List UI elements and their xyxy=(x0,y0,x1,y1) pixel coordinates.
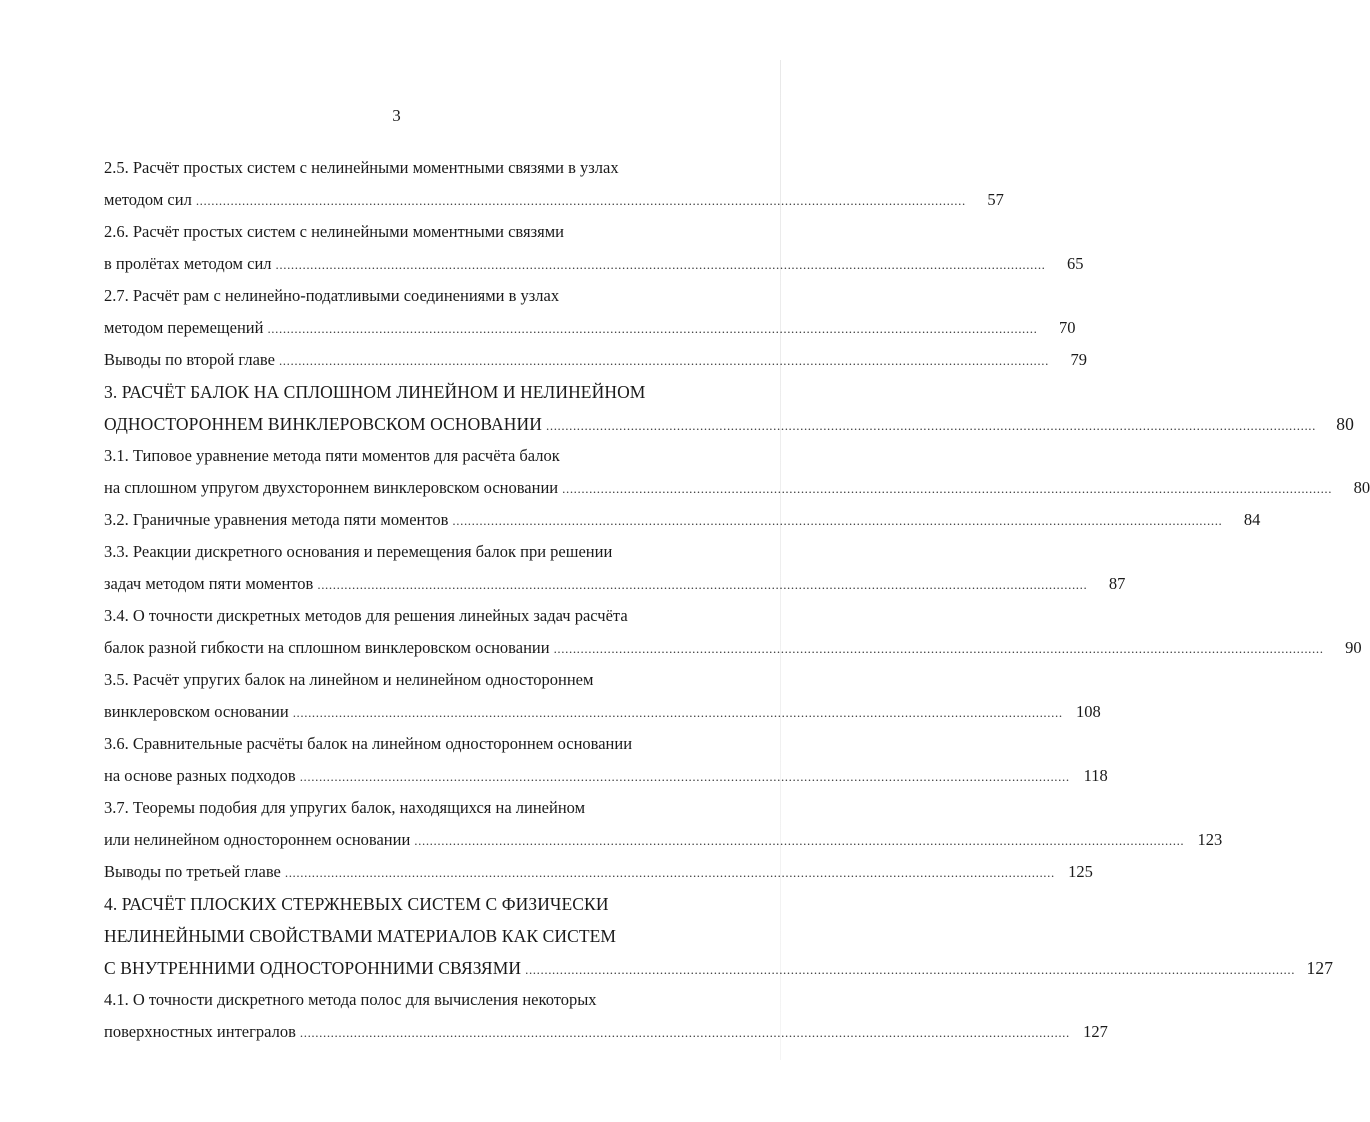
toc-entry-page: 80 xyxy=(1353,478,1370,497)
leader-dots: ........................................................................................................................................................................................................ xyxy=(278,353,1049,368)
toc-entry[interactable] xyxy=(104,763,1108,789)
toc-line: 3.1. Типовое уравнение метода пяти моментов для расчёта балок xyxy=(104,446,560,465)
toc-entry[interactable] xyxy=(104,1019,1108,1045)
toc-entry[interactable] xyxy=(104,187,1004,213)
toc-entry[interactable] xyxy=(104,955,1334,981)
toc-entry[interactable] xyxy=(104,635,1362,661)
chapter-heading: 3. РАСЧЁТ БАЛОК НА СПЛОШНОМ ЛИНЕЙНОМ И НЕЛИНЕЙНОМ xyxy=(104,382,646,402)
toc-entry-title: задач методом пяти моментов xyxy=(104,574,314,593)
toc-entry-title: поверхностных интегралов xyxy=(104,1022,296,1041)
page-number: 3 xyxy=(392,106,401,125)
toc-entry-title: Выводы по третьей главе xyxy=(104,862,281,881)
toc-entry-title: 3.2. Граничные уравнения метода пяти моментов xyxy=(104,510,449,529)
toc-entry-page: 70 xyxy=(1058,318,1076,337)
toc-entry[interactable] xyxy=(104,315,1076,341)
leader-dots: ........................................................................................................................................................................................................ xyxy=(284,865,1055,880)
toc-entry-page: 65 xyxy=(1067,254,1084,273)
toc-line: 3.5. Расчёт упругих балок на линейном и нелинейном одностороннем xyxy=(104,670,594,689)
toc-entry-title: методом сил xyxy=(104,190,192,209)
toc-entry[interactable] xyxy=(104,571,1126,597)
toc-entry[interactable] xyxy=(104,699,1101,725)
toc-entry[interactable] xyxy=(104,347,1087,373)
toc-line: 3.6. Сравнительные расчёты балок на линейном одностороннем основании xyxy=(104,734,633,753)
toc-entry-page: 127 xyxy=(1306,958,1334,978)
toc-entry-page: 80 xyxy=(1336,414,1354,434)
toc-entry-page: 84 xyxy=(1243,510,1261,529)
toc-entry-title: на основе разных подходов xyxy=(104,766,296,785)
toc-entry-page: 118 xyxy=(1083,766,1108,785)
toc-line: 3.7. Теоремы подобия для упругих балок, находящихся на линейном xyxy=(104,798,586,817)
toc-line: 3.4. О точности дискретных методов для решения линейных задач расчёта xyxy=(104,606,628,625)
toc-entry[interactable] xyxy=(104,859,1093,885)
leader-dots: ........................................................................................................................................................................................................ xyxy=(414,833,1185,848)
toc-entry-title: в пролётах методом сил xyxy=(104,254,272,273)
toc-entry[interactable] xyxy=(104,251,1084,277)
toc-entry[interactable] xyxy=(104,827,1223,853)
toc-entry-page: 87 xyxy=(1108,574,1126,593)
chapter-heading: 4. РАСЧЁТ ПЛОСКИХ СТЕРЖНЕВЫХ СИСТЕМ С ФИЗИЧЕСКИ xyxy=(104,894,609,914)
leader-dots: ........................................................................................................................................................................................................ xyxy=(452,513,1223,528)
toc-entry-title: балок разной гибкости на сплошном винклеровском основании xyxy=(104,638,550,657)
toc-entry-page: 57 xyxy=(987,190,1004,209)
toc-entry-title: или нелинейном одностороннем основании xyxy=(104,830,411,849)
leader-dots: ........................................................................................................................................................................................................ xyxy=(267,321,1038,336)
leader-dots: ........................................................................................................................................................................................................ xyxy=(275,257,1046,272)
leader-dots: ........................................................................................................................................................................................................ xyxy=(525,962,1296,977)
leader-dots: ........................................................................................................................................................................................................ xyxy=(299,1025,1070,1040)
toc-entry-title: методом перемещений xyxy=(104,318,264,337)
toc-entry-title: ОДНОСТОРОННЕМ ВИНКЛЕРОВСКОМ ОСНОВАНИИ xyxy=(104,414,542,434)
toc-line: 2.6. Расчёт простых систем с нелинейными моментными связями xyxy=(104,222,564,241)
leader-dots: ........................................................................................................................................................................................................ xyxy=(562,481,1333,496)
toc-entry-page: 125 xyxy=(1068,862,1093,881)
toc-entry-title: на сплошном упругом двухстороннем винклеровском основании xyxy=(104,478,559,497)
leader-dots: ........................................................................................................................................................................................................ xyxy=(317,577,1088,592)
toc-line: 2.7. Расчёт рам с нелинейно-податливыми соединениями в узлах xyxy=(104,286,560,305)
leader-dots: ........................................................................................................................................................................................................ xyxy=(546,418,1316,433)
chapter-heading: НЕЛИНЕЙНЫМИ СВОЙСТВАМИ МАТЕРИАЛОВ КАК СИСТЕМ xyxy=(104,926,617,946)
leader-dots: ........................................................................................................................................................................................................ xyxy=(195,193,966,208)
toc-line: 4.1. О точности дискретного метода полос для вычисления некоторых xyxy=(104,990,597,1009)
toc-line: 2.5. Расчёт простых систем с нелинейными моментными связями в узлах xyxy=(104,158,619,177)
leader-dots: ........................................................................................................................................................................................................ xyxy=(292,705,1063,720)
leader-dots: ........................................................................................................................................................................................................ xyxy=(299,769,1070,784)
toc-entry-page: 123 xyxy=(1197,830,1223,849)
toc-entry-page: 108 xyxy=(1075,702,1101,721)
toc-entry-page: 79 xyxy=(1070,350,1087,369)
toc-entry-title: Выводы по второй главе xyxy=(104,350,275,369)
toc-entry-title: винклеровском основании xyxy=(104,702,289,721)
toc-entry[interactable] xyxy=(104,411,1354,437)
toc-entry-page: 127 xyxy=(1083,1022,1108,1041)
leader-dots: ........................................................................................................................................................................................................ xyxy=(553,641,1324,656)
toc-entry-title: С ВНУТРЕННИМИ ОДНОСТОРОННИМИ СВЯЗЯМИ xyxy=(104,958,522,978)
toc-line: 3.3. Реакции дискретного основания и перемещения балок при решении xyxy=(104,542,613,561)
toc-entry[interactable] xyxy=(104,475,1370,501)
toc-entry[interactable] xyxy=(104,507,1261,533)
toc-entry-page: 90 xyxy=(1345,638,1362,657)
